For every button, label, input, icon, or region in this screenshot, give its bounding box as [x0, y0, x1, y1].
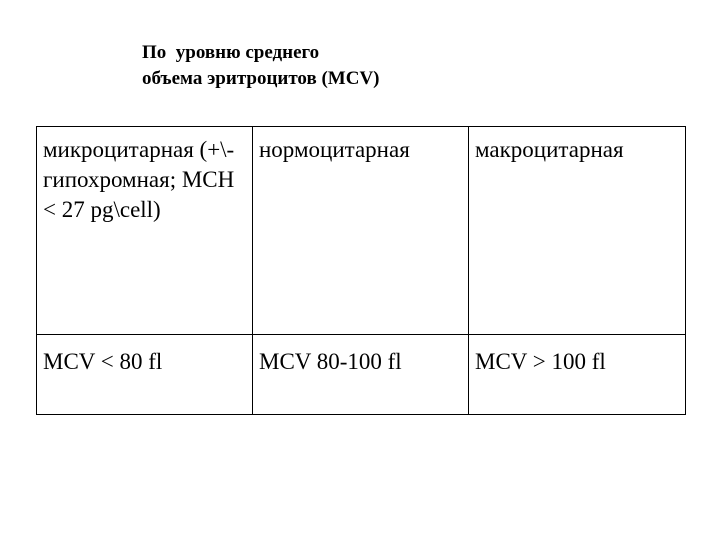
table-cell-mcv-low: MCV < 80 fl [37, 335, 253, 415]
title-line-1: По уровню среднего [142, 42, 320, 63]
table-cell-mcv-high: MCV > 100 fl [469, 335, 686, 415]
slide-title [142, 40, 562, 92]
table-cell-normocytic: нормоцитарная [253, 127, 469, 335]
table-cell-mcv-normal: MCV 80-100 fl [253, 335, 469, 415]
table-row [37, 335, 686, 415]
table-cell-microcytic: микроцитарная (+\-гипохромная; MCH < 27 pg\cell) [37, 127, 253, 335]
table-row [37, 127, 686, 335]
mcv-classification-table [36, 126, 686, 415]
title-line-2: объема эритроцитов (MCV) [142, 68, 380, 89]
table-cell-macrocytic: макроцитарная [469, 127, 686, 335]
